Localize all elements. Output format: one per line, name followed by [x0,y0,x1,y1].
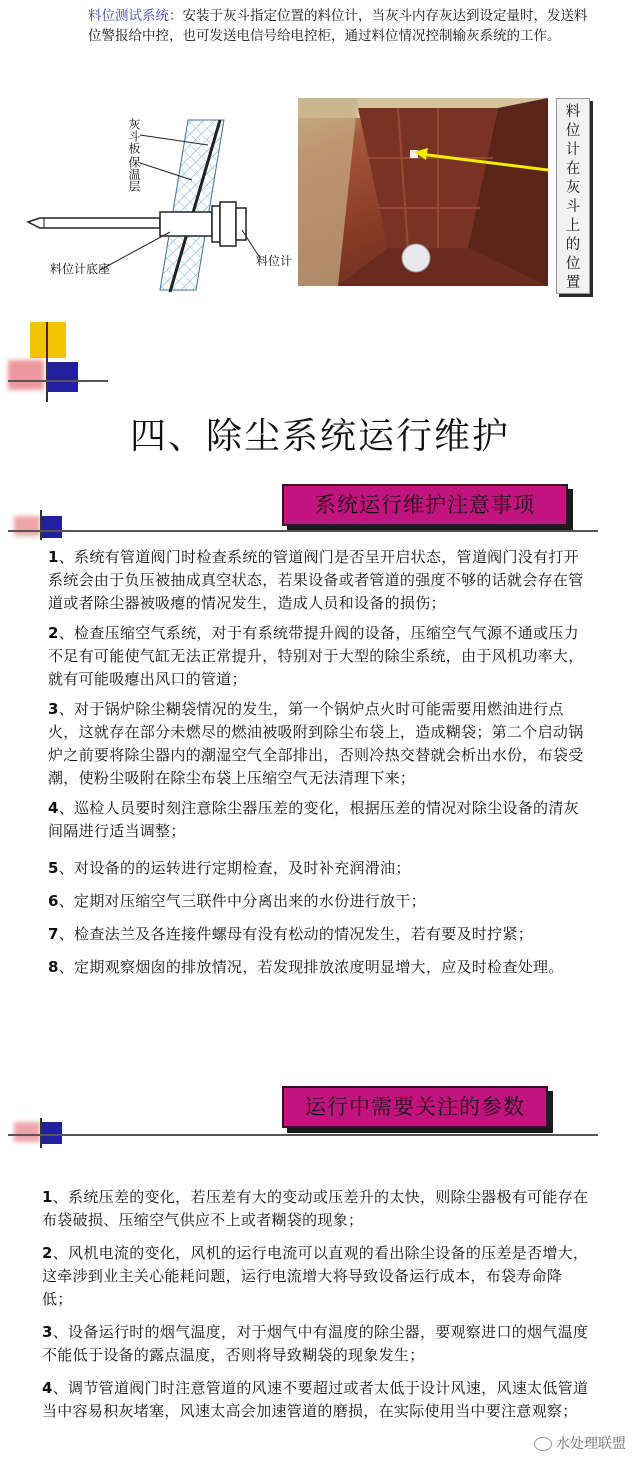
list-item: 2、检查压缩空气系统，对于有系统带提升阀的设备，压缩空气气源不通或压力不足有可能使气缸无法正常提升，特别对于大型的除尘系统，由于风机功率大，就有可能吸瘪出风口的管道； [48,624,584,688]
hopper-photo [298,98,548,286]
photo-caption-text: 料位计在灰斗上的位置 [565,104,581,291]
parameters-title-text: 运行中需要关注的参数 [305,1095,525,1119]
list-item: 3、对于锅炉除尘糊袋情况的发生，第一个锅炉点火时可能需要用燃油进行点火，这就存在部分未燃尽的燃油被吸附到除尘布袋上，造成糊袋；第二个启动锅炉之前要将除尘器内的潮湿空气全部排出，否则冷热交替就会析出水份，布袋受潮，使粉尘吸附在除尘布袋上压缩空气无法清理下来； [48,700,584,787]
label-gauge-base: 料位计底座 [50,262,111,276]
list-item: 7、检查法兰及各连接件螺母有没有松动的情况发生，若有要及时拧紧； [48,925,534,943]
slide-decoration [0,322,110,402]
maintenance-notes-title [282,484,568,526]
label-hopper-plate: 灰斗板 [127,118,141,154]
list-item: 8、定期观察烟囱的排放情况，若发现排放浓度明显增大，应及时检查处理。 [48,958,564,976]
list-item: 5、对设备的的运转进行定期检查，及时补充润滑油； [48,859,411,877]
label-gauge: 料位计 [256,254,293,268]
list-item: 4、调节管道阀门时注意管道的风速不要超过或者太低于设计风速，风速太低管道当中容易积灰堵塞，风速太高会加速管道的磨损，在实际使用当中要注意观察； [42,1379,589,1420]
list-item: 4、巡检人员要时刻注意除尘器压差的变化，根据压差的情况对除尘设备的清灰间隔进行适当调整； [48,799,579,840]
list-item: 1、系统有管道阀门时检查系统的管道阀门是否呈开启状态，管道阀门没有打开系统会由于负压被抽成真空状态，若果设备或者管道的强度不够的话就会存在管道或者除尘器被吸瘪的情况发生，造成人员和设备的损伤； [48,548,584,612]
parameters-list [42,1186,590,1423]
intro-paragraph [88,6,598,46]
intro-term: 料位测试系统： [88,8,183,24]
label-insulation: 保温层 [127,156,141,192]
list-item: 2、风机电流的变化，风机的运行电流可以直观的看出除尘设备的压差是否增大，这牵涉到业主关心能耗问题，运行电流增大将导致设备运行成本，布袋寿命降低； [42,1244,589,1308]
maintenance-notes-list [48,546,588,979]
parameters-title [282,1086,548,1128]
list-item: 1、系统压差的变化，若压差有大的变动或压差升的太快，则除尘器极有可能存在布袋破损、压缩空气供应不上或者糊袋的现象； [42,1188,589,1229]
wechat-icon [534,1437,552,1451]
watermark-text: 水处理联盟 [556,1436,626,1452]
photo-illustration [298,98,548,286]
photo-caption [556,98,590,294]
section-title: 四、除尘系统运行维护 [129,416,510,457]
watermark [534,1433,626,1453]
intro-text: 安装于灰斗指定位置的料位计，当灰斗内存灰达到设定量时，发送料位警报给中控，也可发送电信号给电控柜，通过料位情况控制输灰系统的工作。 [88,8,588,44]
list-item: 3、设备运行时的烟气温度，对于烟气中有温度的除尘器，要观察进口的烟气温度不能低于设备的露点温度，否则将导致糊袋的现象发生； [42,1323,589,1364]
slide-decoration-small-2 [0,1118,110,1148]
level-gauge-diagram [20,100,300,300]
maintenance-notes-title-text: 系统运行维护注意事项 [315,493,535,517]
slide-decoration-small [0,510,110,540]
list-item: 6、定期对压缩空气三联件中分离出来的水份进行放干； [48,892,426,910]
